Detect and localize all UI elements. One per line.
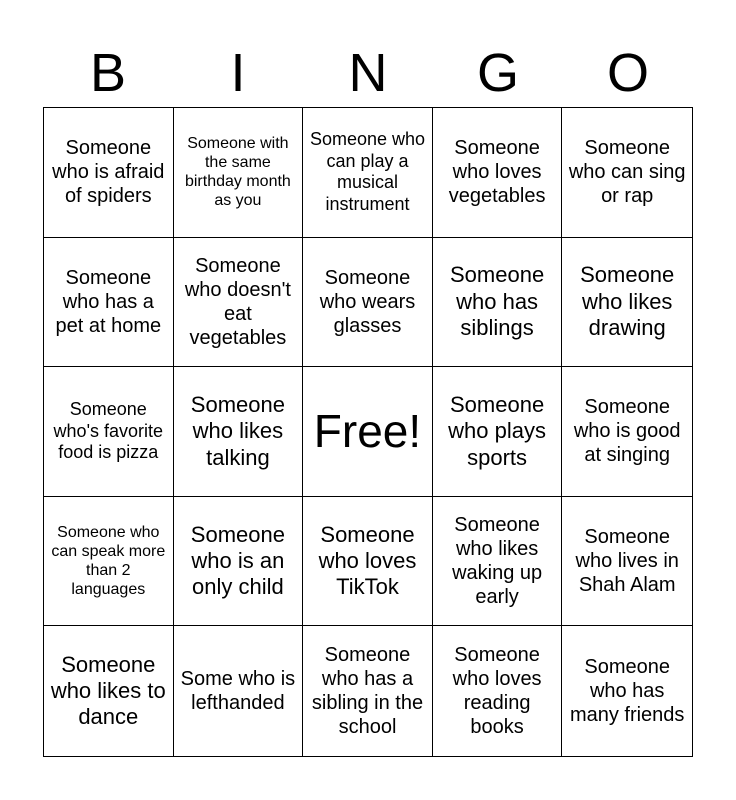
bingo-cell-r2c4[interactable] <box>433 238 563 368</box>
bingo-cell-r2c3[interactable] <box>303 238 433 368</box>
bingo-board <box>43 107 693 757</box>
bingo-cell-r5c1[interactable] <box>44 626 174 756</box>
bingo-cell-r4c1[interactable] <box>44 497 174 627</box>
bingo-header <box>43 40 693 106</box>
bingo-cell-r2c1[interactable] <box>44 238 174 368</box>
cell-text: Someone who doesn't eat vegetables <box>184 254 291 349</box>
cell-text: Someone who has a pet at home <box>55 266 162 337</box>
cell-text: Someone who has many friends <box>569 656 685 727</box>
cell-text: Someone who likes drawing <box>580 262 675 341</box>
bingo-cell-r5c3[interactable] <box>303 626 433 756</box>
free-space-cell[interactable] <box>303 367 433 497</box>
cell-text: Someone who likes talking <box>190 391 285 470</box>
header-letter-g: G <box>476 43 519 103</box>
bingo-cell-r2c5[interactable] <box>562 238 692 368</box>
bingo-cell-r5c2[interactable] <box>174 626 304 756</box>
bingo-cell-r4c5[interactable] <box>562 497 692 627</box>
bingo-cell-r3c2[interactable] <box>174 367 304 497</box>
cell-text: Someone who likes waking up early <box>452 514 543 609</box>
bingo-cell-r3c5[interactable] <box>562 367 692 497</box>
cell-text: Someone with the same birthday month as you <box>184 134 291 210</box>
cell-text: Someone who likes to dance <box>50 651 166 730</box>
bingo-cell-r5c5[interactable] <box>562 626 692 756</box>
cell-text: Someone who can play a musical instrument <box>309 129 426 214</box>
bingo-cell-r3c4[interactable] <box>433 367 563 497</box>
free-space-text: Free! <box>313 404 422 457</box>
bingo-cell-r1c2[interactable] <box>174 108 304 238</box>
header-letter-n: N <box>348 43 388 103</box>
bingo-cell-r1c4[interactable] <box>433 108 563 238</box>
cell-text: Someone who lives in Shah Alam <box>575 526 679 597</box>
cell-text: Someone who plays sports <box>448 391 547 470</box>
bingo-cell-r1c1[interactable] <box>44 108 174 238</box>
header-letter-i: I <box>230 43 246 103</box>
cell-text: Someone who is good at singing <box>573 396 681 467</box>
cell-text: Someone who is afraid of spiders <box>52 137 165 208</box>
bingo-cell-r3c1[interactable] <box>44 367 174 497</box>
cell-text: Someone who has siblings <box>450 262 545 341</box>
header-letter-o: O <box>606 43 649 103</box>
cell-text: Someone who has a sibling in the school <box>311 644 424 739</box>
bingo-cell-r1c3[interactable] <box>303 108 433 238</box>
bingo-cell-r1c5[interactable] <box>562 108 692 238</box>
cell-text: Some who is lefthanded <box>180 668 296 715</box>
bingo-cell-r4c3[interactable] <box>303 497 433 627</box>
header-letter-b: B <box>89 43 127 103</box>
bingo-cell-r2c2[interactable] <box>174 238 304 368</box>
cell-text: Someone who is an only child <box>190 521 285 600</box>
cell-text: Someone who can speak more than 2 languages <box>51 523 166 599</box>
cell-text: Someone who loves TikTok <box>318 521 417 600</box>
cell-text: Someone who wears glasses <box>319 266 416 337</box>
cell-text: Someone who loves vegetables <box>448 137 546 208</box>
bingo-cell-r4c4[interactable] <box>433 497 563 627</box>
bingo-cell-r5c4[interactable] <box>433 626 563 756</box>
cell-text: Someone who loves reading books <box>452 644 542 739</box>
cell-text: Someone who's favorite food is pizza <box>53 399 164 463</box>
bingo-cell-r4c2[interactable] <box>174 497 304 627</box>
cell-text: Someone who can sing or rap <box>568 137 686 208</box>
